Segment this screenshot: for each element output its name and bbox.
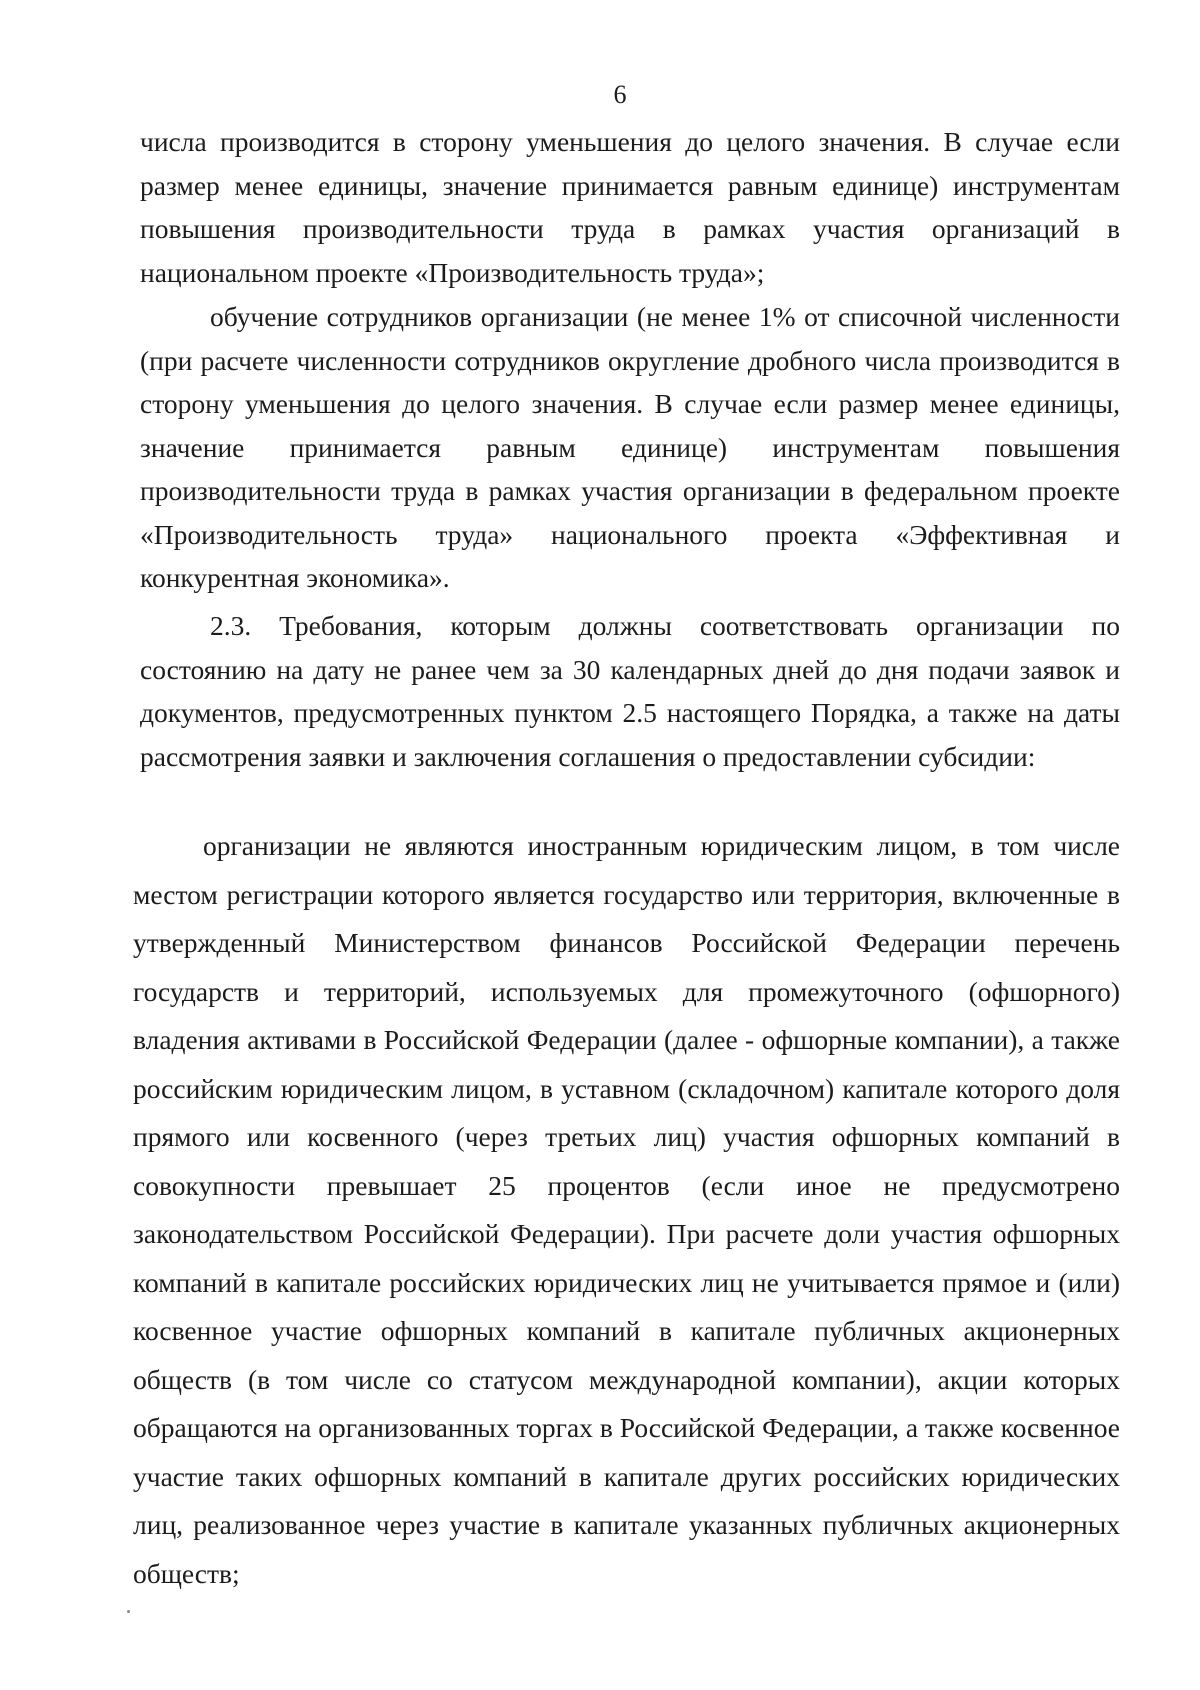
- scan-speck: [127, 1610, 130, 1613]
- paragraph-training: [140, 295, 1120, 600]
- paragraph-offshore-requirement: [133, 822, 1120, 1598]
- paragraph-text: обучение сотрудников организации (не менее 1% от списочной численности (при расчете численности сотрудников округление дробного числа производится в сторону уменьшения до целого значения. В случае если размер менее единицы, значение принимается равным единице) инструментам повышения производительности труда в рамках участия организации в федеральном проекте «Производительность труда» национального проекта «Эффективная и конкурентная экономика».: [140, 301, 1120, 593]
- paragraph-text: 2.3. Требования, которым должны соответствовать организации по состоянию на дату не ранее чем за 30 календарных дней до дня подачи заявок и документов, предусмотренных пунктом 2.5 настоящего Порядка, а также на даты рассмотрения заявки и заключения соглашения о предоставлении субсидии:: [140, 610, 1120, 772]
- paragraph-text: числа производится в сторону уменьшения до целого значения. В случае если размер менее единицы, значение принимается равным единице) инструментам повышения производительности труда в рамках участия организаций в национальном проекте «Производительность труда»;: [140, 126, 1120, 288]
- paragraph-section-2-3: [140, 604, 1120, 778]
- paragraph-text: организации не являются иностранным юридическим лицом, в том числе местом регистрации которого является государство или территория, включенные в утвержденный Министерством финансов Российской Федерации перечень государств и территорий, используемых для промежуточного (офшорного) владения активами в Российской Федерации (далее - офшорные компании), а также российским юридическим лицом, в уставном (складочном) капитале которого доля прямого или косвенного (через третьих лиц) участия офшорных компаний в совокупности превышает 25 процентов (если иное не предусмотрено законодательством Российской Федерации). При расчете доли участия офшорных компаний в капитале российских юридических лиц не учитывается прямое и (или) косвенное участие офшорных компаний в капитале публичных акционерных обществ (в том числе со статусом международной компании), акции которых обращаются на организованных торгах в Российской Федерации, а также косвенное участие таких офшорных компаний в капитале других российских юридических лиц, реализованное через участие в капитале указанных публичных акционерных обществ;: [133, 830, 1120, 1589]
- page-number: 6: [613, 80, 627, 109]
- paragraph-continuation: [140, 120, 1120, 294]
